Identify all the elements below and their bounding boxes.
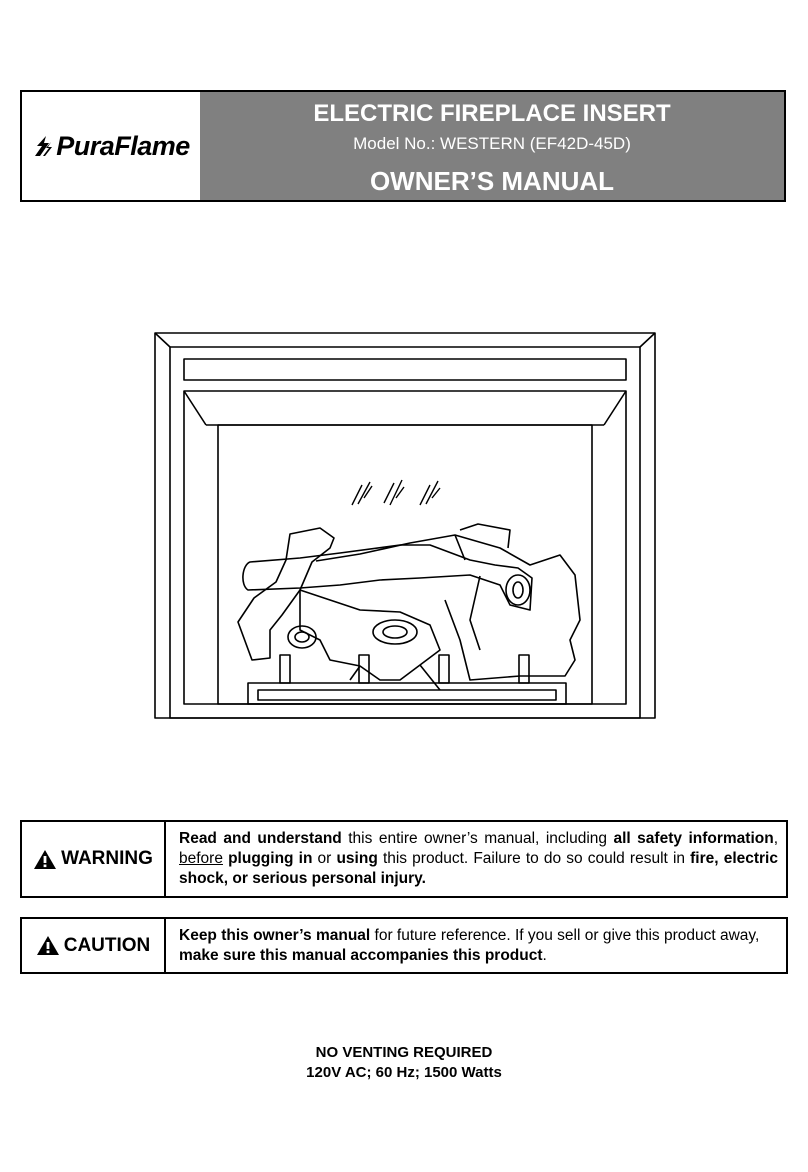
warning-text-bold: using (336, 850, 378, 867)
caution-label-text: CAUTION (63, 934, 151, 956)
document-title: ELECTRIC FIREPLACE INSERT (313, 99, 671, 127)
warning-triangle-icon (36, 935, 60, 956)
manual-subtitle: OWNER’S MANUAL (369, 165, 615, 196)
warning-text-bold: fire, electric shock, or serious personal injury. (179, 850, 778, 887)
logo-cell (22, 92, 200, 200)
warning-text-part: this product. Failure to do so could result in (377, 850, 691, 867)
warning-text-part: or (312, 850, 337, 867)
back-log (316, 535, 580, 680)
warning-triangle-icon (33, 849, 57, 870)
warning-label (22, 822, 166, 896)
grate-post (280, 655, 290, 683)
warning-text (166, 822, 786, 896)
caution-text-bold: Keep this owner’s manual (179, 927, 371, 944)
brand-logo (32, 131, 190, 162)
warning-text-part: , (773, 830, 778, 847)
warning-text-part: this entire owner’s manual, including (341, 830, 614, 847)
caution-text-part: . (542, 947, 547, 964)
title-band (200, 92, 784, 200)
venting-note: NO VENTING REQUIRED (315, 1044, 493, 1061)
footer-specs (0, 1043, 808, 1083)
model-number: Model No.: WESTERN (EF42D-45D) (353, 133, 631, 153)
caution-text-part: for future reference. If you sell or give this product away, (370, 927, 760, 944)
brand-logo-text: PuraFlame (56, 130, 190, 161)
firebox-back (218, 425, 592, 704)
caution-text-bold: make sure this manual accompanies this product (179, 947, 543, 964)
fireplace-illustration (150, 330, 660, 722)
warning-text-bold: Read and understand (179, 830, 342, 847)
warning-text-bold: plugging in (228, 850, 313, 867)
flame-logo-icon (32, 134, 54, 158)
fireplace-inner-frame (170, 347, 640, 718)
document-header (20, 90, 786, 202)
grate-rail (248, 683, 566, 704)
grate-post (439, 655, 449, 683)
grate-post (519, 655, 529, 683)
glass-reflection (352, 480, 440, 505)
caution-text (166, 919, 786, 972)
warning-label-text: WARNING (61, 848, 153, 869)
middle-log (300, 590, 440, 680)
caution-notice (20, 917, 788, 974)
warning-text-underlined: before (179, 850, 223, 867)
warning-text-bold: all safety information (613, 830, 774, 847)
warning-notice (20, 820, 788, 898)
caution-label (22, 919, 166, 972)
electrical-specs: 120V AC; 60 Hz; 1500 Watts (306, 1064, 502, 1081)
top-vent (184, 359, 626, 380)
